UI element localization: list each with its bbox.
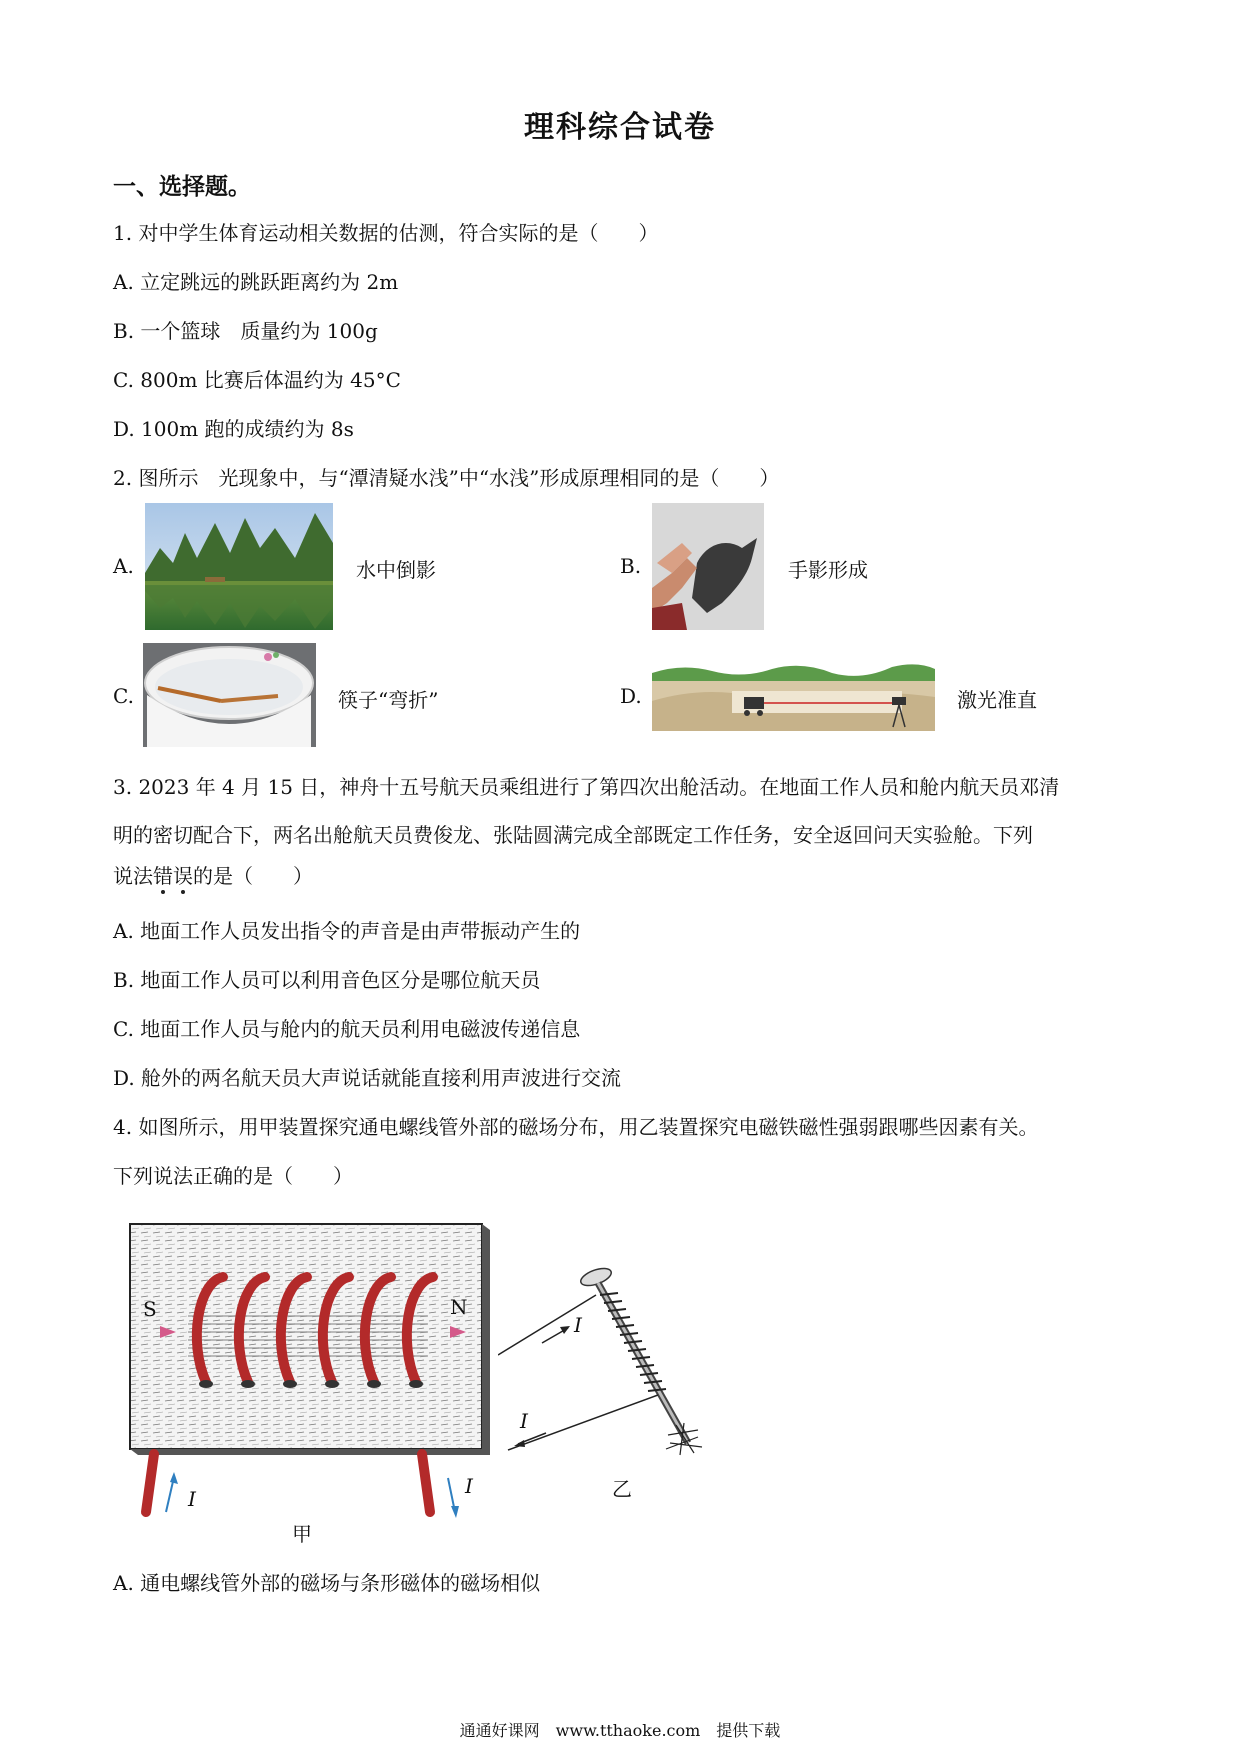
q4-option-a: A. 通电螺线管外部的磁场与条形磁体的磁场相似 [113, 1571, 541, 1595]
current-label-jia-left: I [188, 1487, 196, 1511]
q4-figure-jia [128, 1222, 493, 1518]
current-label-yi-bottom: I [520, 1409, 528, 1433]
q3-stem-line3-pre: 说法 [113, 864, 153, 888]
q1-option-d: D. 100m 跑的成绩约为 8s [113, 417, 354, 441]
q2-option-d-letter: D. [620, 684, 642, 708]
page-title: 理科综合试卷 [524, 110, 716, 145]
q2-option-c-image [143, 643, 316, 747]
q2-option-c-caption: 筷子“弯折” [338, 688, 439, 712]
q3-option-a: A. 地面工作人员发出指令的声音是由声带振动产生的 [113, 919, 581, 943]
q3-stem-line2: 明的密切配合下，两名出舱航天员费俊龙、张陆圆满完成全部既定工作任务，安全返回问天实验舱。下列 [113, 823, 1033, 847]
q2-option-a-letter: A. [113, 554, 134, 578]
q3-stem-line3-post: 的是（ ） [193, 864, 313, 888]
q2-option-c-letter: C. [113, 684, 134, 708]
section-heading: 一、选择题。 [113, 173, 251, 200]
q1-option-c: C. 800m 比赛后体温约为 45°C [113, 368, 401, 392]
q4-figure-yi [498, 1265, 710, 1465]
q2-option-a-caption: 水中倒影 [356, 558, 436, 582]
q2-option-a-image [145, 503, 333, 630]
q3-option-b: B. 地面工作人员可以利用音色区分是哪位航天员 [113, 968, 541, 992]
current-label-jia-right: I [465, 1474, 473, 1498]
q4-stem-line2: 下列说法正确的是（ ） [113, 1164, 353, 1188]
q2-option-d-caption: 激光准直 [957, 688, 1037, 712]
q3-option-d: D. 舱外的两名航天员大声说话就能直接利用声波进行交流 [113, 1066, 622, 1090]
q3-stem-line1: 3. 2023 年 4 月 15 日，神舟十五号航天员乘组进行了第四次出舱活动。在地面工作人员和舱内航天员邓清 [113, 775, 1060, 799]
current-label-yi-top: I [574, 1313, 582, 1337]
q2-option-b-letter: B. [620, 554, 642, 578]
q1-option-b: B. 一个篮球 质量约为 100g [113, 319, 378, 343]
solenoid-s-label: S [143, 1297, 157, 1321]
emphasis-dot [181, 890, 185, 894]
q4-figure-jia-caption: 甲 [292, 1522, 312, 1546]
q4-figure-yi-caption: 乙 [612, 1477, 632, 1501]
q2-option-d-image [652, 661, 935, 731]
emphasis-dot [161, 890, 165, 894]
q2-option-b-caption: 手影形成 [788, 558, 868, 582]
q2-option-b-image [652, 503, 764, 630]
q2-stem: 2. 图所示 光现象中，与“潭清疑水浅”中“水浅”形成原理相同的是（ ） [113, 466, 780, 490]
q3-emphasis-word [153, 864, 193, 888]
q3-stem-line3 [113, 862, 313, 890]
q1-option-a: A. 立定跳远的跳跃距离约为 2m [113, 270, 399, 294]
q4-stem-line1: 4. 如图所示，用甲装置探究通电螺线管外部的磁场分布，用乙装置探究电磁铁磁性强弱跟哪些因素有关。 [113, 1115, 1039, 1139]
q3-emphasis-text: 错误 [153, 864, 193, 888]
footer-source: 通通好课网 www.tthaoke.com 提供下载 [459, 1721, 781, 1740]
solenoid-n-label: N [450, 1295, 468, 1319]
q3-option-c: C. 地面工作人员与舱内的航天员利用电磁波传递信息 [113, 1017, 581, 1041]
q1-stem: 1. 对中学生体育运动相关数据的估测，符合实际的是（ ） [113, 221, 659, 245]
